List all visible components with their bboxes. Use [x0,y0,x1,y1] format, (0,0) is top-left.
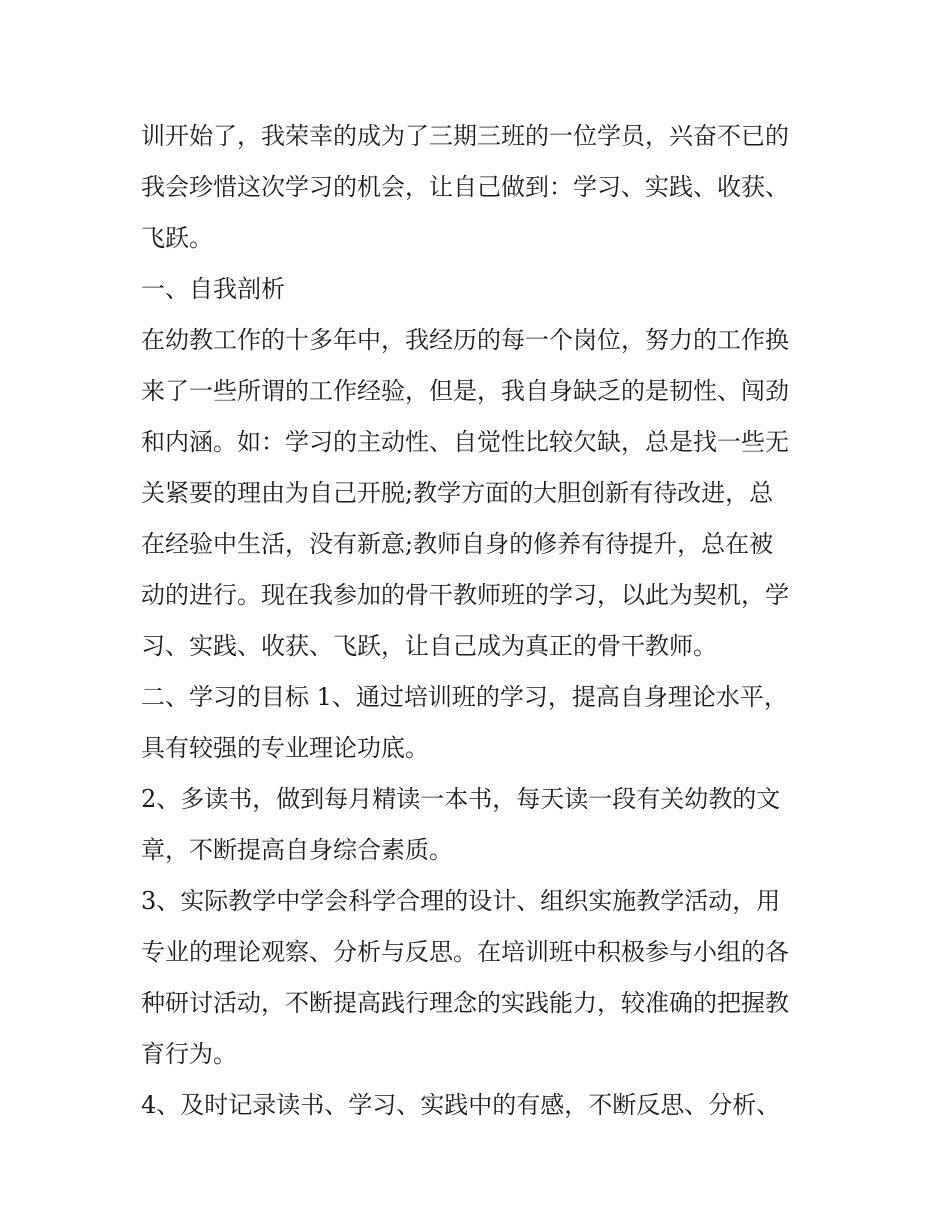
document-body [141,111,821,1131]
text-line: 飞跃。 [141,224,213,252]
text-line: 来了一些所谓的工作经验，但是，我自身缺乏的是韧性、闯劲 [141,377,789,405]
text-line: 具有较强的专业理论功底。 [141,734,429,762]
section-heading: 二、学习的目标 1、通过培训班的学习，提高自身理论水平， [141,683,788,711]
text-line: 我会珍惜这次学习的机会，让自己做到：学习、实践、收获、 [141,173,789,201]
text-line: 4、及时记录读书、学习、实践中的有感，不断反思、分析、 [141,1091,781,1119]
text-line: 习、实践、收获、飞跃，让自己成为真正的骨干教师。 [141,632,717,660]
text-line: 专业的理论观察、分析与反思。在培训班中积极参与小组的各 [141,938,789,966]
section-heading: 一、自我剖析 [141,275,285,303]
text-line: 关紧要的理由为自己开脱;教学方面的大胆创新有待改进，总 [141,479,774,507]
text-line: 和内涵。如：学习的主动性、自觉性比较欠缺，总是找一些无 [141,428,789,456]
text-line: 在经验中生活，没有新意;教师自身的修养有待提升，总在被 [141,530,774,558]
text-line: 章，不断提高自身综合素质。 [141,836,453,864]
text-line: 训开始了，我荣幸的成为了三期三班的一位学员，兴奋不已的 [141,122,789,150]
text-line: 在幼教工作的十多年中，我经历的每一个岗位，努力的工作换 [141,326,789,354]
text-line: 2、多读书，做到每月精读一本书，每天读一段有关幼教的文 [141,785,781,813]
text-line: 动的进行。现在我参加的骨干教师班的学习，以此为契机，学 [141,581,789,609]
text-line: 种研讨活动，不断提高践行理念的实践能力，较准确的把握教 [141,989,789,1017]
text-line: 3、实际教学中学会科学合理的设计、组织实施教学活动，用 [141,887,781,915]
text-line: 育行为。 [141,1040,237,1068]
